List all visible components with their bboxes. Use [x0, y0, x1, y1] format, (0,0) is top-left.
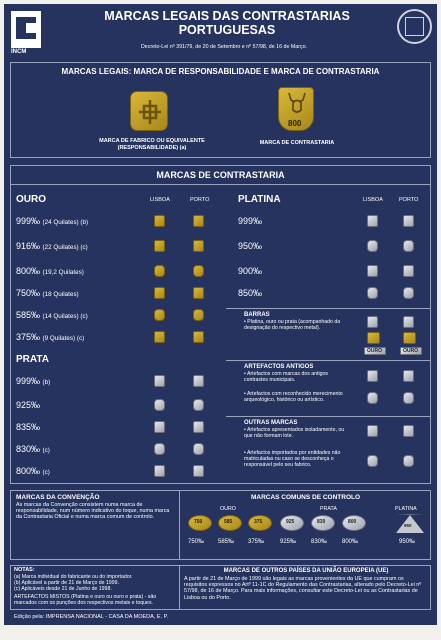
gold-mark-icon: [154, 309, 165, 321]
ouro-fineness: 916‰: [16, 241, 41, 251]
platinum-mark-icon: [403, 215, 414, 227]
gold-bar-mark-icon: [367, 332, 380, 344]
comuns-platina-label: PLATINA: [395, 506, 417, 512]
page-title-line1: MARCAS LEGAIS DAS CONTRASTARIAS: [104, 9, 350, 23]
platina-fineness: 999‰: [238, 216, 263, 226]
gold-mark-icon: [154, 287, 165, 299]
silver-mark-icon: [367, 370, 378, 382]
ouro-carat: (22 Quilates) (c): [42, 244, 88, 251]
porto-col-header: PORTO: [190, 197, 210, 203]
gold-mark-icon: [154, 331, 165, 343]
platina-fineness: 900‰: [238, 266, 263, 276]
silver-mark-icon: [367, 425, 378, 437]
comuns-ouro-label: OURO: [220, 506, 236, 512]
prata-heading: PRATA: [16, 354, 49, 365]
silver-mark-icon: [403, 455, 414, 467]
platina-fineness: 850‰: [238, 288, 263, 298]
footer-label: Edição pela:: [14, 614, 45, 620]
lisboa-col-header-2: LISBOA: [363, 197, 383, 203]
logo-text: INCM: [11, 49, 27, 55]
legal-marks-panel: [10, 62, 431, 158]
comuns-prata-label: PRATA: [320, 506, 337, 512]
common-value: 830‰: [311, 539, 328, 545]
comuns-title: MARCAS COMUNS DE CONTROLO: [250, 494, 361, 501]
hallmark-poster: INCM MARCAS LEGAIS DAS CONTRASTARIAS PORTUGUESAS Decreto-Lei nº 391/79, de 20 de Setembro e nº 57/98, de 16 de Março. MARCAS LEGAIS: MARCA DE RESPONSABILIDADE E MARCA DE CONTRASTARIA 800 MARCA DE FABRICO OU EQUIVALENTE (RESPONSABILIDADE) (a) MARCA DE CONTRASTARIA MARCAS DE CONTRASTARIA OURO LISBOA PORTO PLATINA LISBOA PORTO 999‰ (24 Quilates) (b) 916‰ (22 Quilates) (c) 800‰ (19,2 Quilates) 750‰ (18 Quilates) 585‰ (14 Quilates) (c) 375‰ (9 Quilates) (c) PRATA 999‰ (b) 925‰ 835‰ 830‰ (c) 800‰ (c) 999‰ 950‰ 900‰ 850‰ BARRAS • Platina, ouro ou prata (acompanhado da designação do respectivo metal). OURO OURO ARTEFACTOS ANTIGOS • Artefactos com marcas dos antigos contrastes municipais. • Artefactos com reconhecido merecimento arqueológico, histórico ou artístico. OUTRAS MARCAS • Artefactos apresentados isoladamente, ou que não formam lote. • Artefactos importados por entidades não matriculadas ou caso se desconheça o responsável pelo seu fabrico. MARCAS DA CONVENÇÃO As marcas da Convenção consistem numa marca de responsabilidade, num número indicativo do toque, numa marca da Contrastaria Oficial e numa marca comum de controlo. MARCAS COMUNS DE CONTROLO OURO PRATA PLATINA 750 585 375 925 830 800 950 750‰ 585‰ 375‰ 925‰ 830‰ 800‰ 950‰ NOTAS: (a) Marca individual do fabricante ou do importador. (b) Aplicável a partir de 21 de Março de 1999. (c) Aplicáveis desde 21 de Junho de 1998. ARTEFACTOS MISTOS (Platina e ouro ou ouro e prata) - são marcados com os punções dos respectivos metais e toques. MARCAS DE OUTROS PAÍSES DA UNIÃO EUROPEIA (UE) A partir de 21 de Março de 1999 são legais as marcas provenientes da UE que cumpram os requisitos expressos no Artº 11-1C do Regulamento das Contrastarias, alterado pelo Decreto-Lei nº 57/98, de 16 de Março. Para mais informações, consultar este Decreto-Lei ou as Contrastarias de Lisboa ou do Porto. Edição pela: IMPRENSA NACIONAL - CASA DA MOEDA, E. P.: [4, 4, 437, 625]
convencao-text: As marcas da Convenção consistem numa marca de responsabilidade, num número indicativo do toque, numa marca da Contrastaria Oficial e numa marca comum de controlo.: [16, 502, 170, 521]
ouro-fineness: 800‰: [16, 266, 41, 276]
platinum-mark-icon: [367, 287, 378, 299]
antigos-text-1: • Artefactos com marcas dos antigos contrastes municipais.: [244, 371, 328, 384]
platinum-mark-icon: [367, 265, 378, 277]
ue-title: MARCAS DE OUTROS PAÍSES DA UNIÃO EUROPEIA (UE): [223, 568, 389, 574]
convencao-title: MARCAS DA CONVENÇÃO: [16, 494, 100, 501]
maker-mark-cross-icon: [130, 91, 168, 131]
prata-fineness: 925‰: [16, 400, 41, 410]
gold-mark-icon: [193, 309, 204, 321]
contrastaria-title: MARCAS DE CONTRASTARIA: [156, 170, 285, 180]
assay-mark-number: 800: [288, 119, 302, 128]
silver-mark-icon: [403, 392, 414, 404]
silver-mark-icon: [154, 443, 165, 455]
gold-mark-icon: [154, 240, 165, 252]
common-value: 800‰: [342, 539, 359, 545]
silver-mark-icon: [403, 370, 414, 382]
ouro-carat: (19,2 Quilates): [42, 269, 84, 276]
silver-mark-icon: [403, 425, 414, 437]
silver-mark-icon: [193, 465, 204, 477]
platina-fineness: 950‰: [238, 241, 263, 251]
prata-fineness: 999‰: [16, 376, 41, 386]
barras-text: • Platina, ouro ou prata (acompanhado da designação do respectivo metal).: [244, 319, 341, 332]
platina-heading: PLATINA: [238, 194, 281, 205]
nota-c: (c) Aplicáveis desde 21 de Junho de 1998.: [14, 586, 112, 592]
silver-mark-icon: [154, 465, 165, 477]
notas-title: NOTAS:: [14, 567, 35, 573]
gold-mark-icon: [154, 265, 165, 277]
common-value: 375‰: [248, 539, 265, 545]
ouro-fineness: 585‰: [16, 310, 41, 320]
ouro-carat: (9 Quilates) (c): [42, 335, 85, 342]
ouro-carat: (24 Quilates) (b): [42, 219, 89, 226]
assay-mark-caption: MARCA DE CONTRASTARIA: [259, 140, 335, 146]
prata-fineness: 835‰: [16, 422, 41, 432]
silver-mark-icon: [193, 443, 204, 455]
barras-title: BARRAS: [244, 312, 270, 318]
common-value: 925‰: [280, 539, 297, 545]
ouro-heading: OURO: [16, 194, 46, 205]
outras-title: OUTRAS MARCAS: [244, 420, 298, 426]
ouro-carat: (14 Quilates) (c): [42, 313, 88, 320]
silver-mark-icon: [367, 455, 378, 467]
silver-mark-icon: [154, 399, 165, 411]
maker-mark-caption: MARCA DE FABRICO OU EQUIVALENTE: [99, 138, 205, 144]
prata-fineness: 830‰: [16, 444, 41, 454]
page-subtitle: Decreto-Lei nº 391/79, de 20 de Setembro e nº 57/98, de 16 de Março.: [140, 44, 308, 50]
platinum-mark-icon: [403, 287, 414, 299]
gold-mark-icon: [154, 215, 165, 227]
ouro-fineness: 750‰: [16, 288, 41, 298]
platinum-mark-icon: [367, 316, 378, 328]
silver-mark-icon: [193, 421, 204, 433]
incm-logo: [11, 11, 41, 48]
platinum-mark-icon: [367, 240, 378, 252]
common-value: 950‰: [399, 539, 416, 545]
common-value: 750‰: [188, 539, 205, 545]
footer-publisher: IMPRENSA NACIONAL - CASA DA MOEDA, E. P.: [45, 614, 169, 620]
silver-mark-icon: [193, 375, 204, 387]
silver-mark-icon: [154, 375, 165, 387]
antigos-text-2: • Artefactos com reconhecido merecimento arqueológico, histórico ou artístico.: [244, 391, 343, 404]
nota-mistos: ARTEFACTOS MISTOS (Platina e ouro ou ouro e prata) - são marcados com os punções dos respectivos metais e toques.: [14, 594, 157, 607]
page-title-line2: PORTUGUESAS: [178, 23, 276, 37]
maker-mark-caption-2: (RESPONSABILIDADE) (a): [117, 145, 187, 151]
outras-text-1: • Artefactos apresentados isoladamente, ou que não formam lote.: [244, 427, 345, 440]
ue-text: A partir de 21 de Março de 1999 são legais as marcas provenientes da UE que cumpram os requisitos expressos no Artº 11-1C do Regulamento das Contrastarias, alterado pelo Decreto-Lei nº 57/98, de 16 de Março. Para mais informações, consultar este Decreto-Lei ou as Contrastarias de Lisboa ou do Porto.: [184, 576, 422, 601]
lisboa-col-header: LISBOA: [150, 197, 170, 203]
gold-mark-icon: [193, 215, 204, 227]
platinum-mark-icon: [403, 240, 414, 252]
gold-mark-icon: [193, 287, 204, 299]
legal-marks-title: MARCAS LEGAIS: MARCA DE RESPONSABILIDADE E MARCA DE CONTRASTARIA: [61, 67, 380, 76]
silver-mark-icon: [154, 421, 165, 433]
silver-mark-icon: [193, 399, 204, 411]
gold-bar-mark-icon: [403, 332, 416, 344]
platinum-mark-icon: [367, 215, 378, 227]
porto-col-header-2: PORTO: [399, 197, 419, 203]
ouro-fineness: 375‰: [16, 332, 41, 342]
gold-mark-icon: [193, 240, 204, 252]
outras-text-2: • Artefactos importados por entidades não matriculadas ou caso se desconheça o responsável pelo seu fabrico.: [244, 450, 341, 469]
platinum-mark-icon: [403, 316, 414, 328]
platinum-mark-icon: [403, 265, 414, 277]
common-value: 585‰: [218, 539, 235, 545]
antigos-title: ARTEFACTOS ANTIGOS: [244, 364, 314, 370]
gold-mark-icon: [193, 331, 204, 343]
gold-mark-icon: [193, 265, 204, 277]
ouro-carat: (18 Quilates): [42, 291, 79, 298]
ouro-fineness: 999‰: [16, 216, 41, 226]
nota-b: (b) Aplicável a partir de 21 de Março de 1999.: [14, 580, 119, 586]
nota-a: (a) Marca individual do fabricante ou do importador.: [14, 574, 133, 580]
silver-mark-icon: [367, 392, 378, 404]
prata-fineness: 800‰: [16, 466, 41, 476]
